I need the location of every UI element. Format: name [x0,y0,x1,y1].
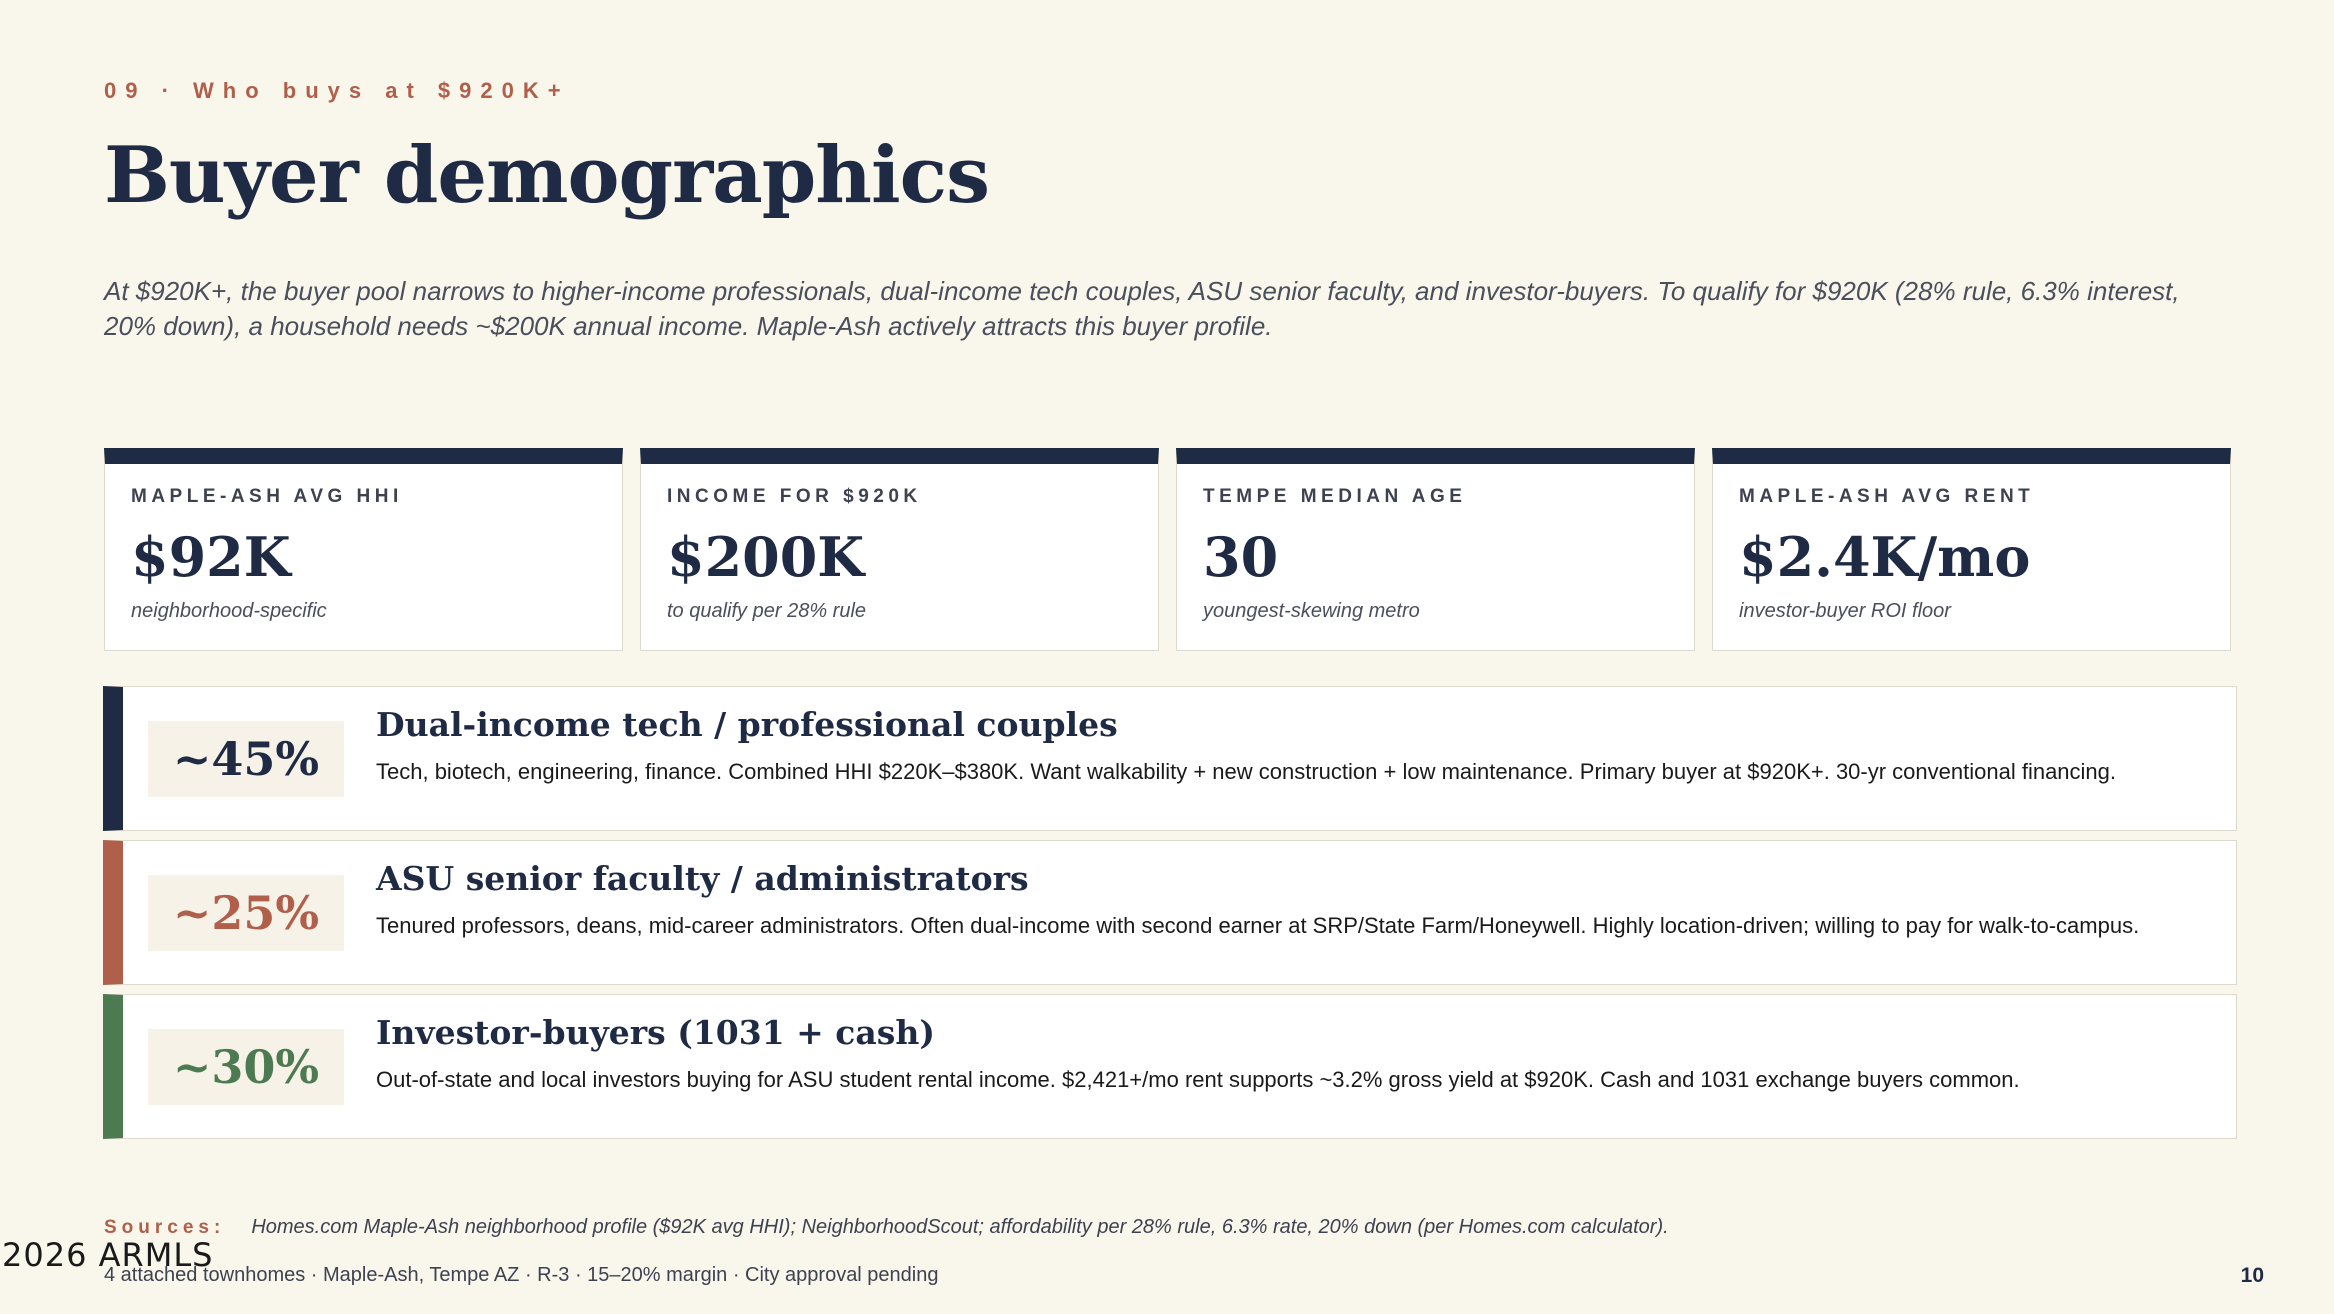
stat-card-median-age [1176,448,1695,651]
segment-description: Tech, biotech, engineering, finance. Combined HHI $220K–$380K. Want walkability + new construction + low maintenance. Primary buyer at $920K+. 30-yr conventional financing. [376,759,2117,784]
section-eyebrow: 09 · Who buys at $920K+ [104,78,570,103]
stat-value: $92K [131,525,291,589]
stat-card-avg-rent [1712,448,2231,651]
segment-title: Investor-buyers (1031 + cash) [376,1013,935,1052]
lead-paragraph: At $920K+, the buyer pool narrows to higher-income professionals, dual-income tech couples, ASU senior faculty, and investor-buyers. To qualify for $920K (28% rule, 6.3% interest, 20% down), a household needs ~$200K annual income. Maple-Ash actively attracts this buyer profile. [104,276,2180,341]
segment-percent: ~30% [148,1029,344,1105]
stat-card-income-required [640,448,1159,651]
segment-body [376,859,2196,941]
stat-label: MAPLE-ASH AVG HHI [131,486,403,507]
segment-percent: ~25% [148,875,344,951]
segment-description: Tenured professors, deans, mid-career administrators. Often dual-income with second earner at SRP/State Farm/Honeywell. Highly location-driven; willing to pay for walk-to-campus. [376,913,2140,938]
stat-note: to qualify per 28% rule [667,600,867,622]
watermark: 2026 ARMLS [2,1236,214,1274]
segment-title: Dual-income tech / professional couples [376,705,1118,744]
stat-card-avg-hhi [104,448,623,651]
sources-label: Sources: [104,1217,226,1238]
stat-value: $200K [667,525,865,589]
stat-note: youngest-skewing metro [1203,600,1420,622]
segment-dual-income [103,686,2237,831]
segment-body [376,1013,2196,1095]
stat-label: INCOME FOR $920K [667,486,922,507]
segment-title: ASU senior faculty / administrators [376,859,1029,898]
segment-description: Out-of-state and local investors buying for ASU student rental income. $2,421+/mo rent supports ~3.2% gross yield at $920K. Cash and 1031 exchange buyers common. [376,1067,2020,1092]
stat-value: $2.4K/mo [1739,525,2031,589]
sources-line [104,1216,2224,1239]
page-number: 10 [2240,1264,2264,1287]
stat-label: MAPLE-ASH AVG RENT [1739,486,2035,507]
stat-note: investor-buyer ROI floor [1739,600,1951,622]
stat-value: 30 [1203,525,1279,589]
segment-body [376,705,2196,787]
buyer-segments [103,686,2237,1148]
sources-text: Homes.com Maple-Ash neighborhood profile ($92K avg HHI); NeighborhoodScout; affordability per 28% rule, 6.3% rate, 20% down (per Homes.com calculator). [251,1216,1669,1238]
segment-asu-faculty [103,840,2237,985]
footer-summary: 4 attached townhomes · Maple-Ash, Tempe AZ · R-3 · 15–20% margin · City approval pending [104,1264,939,1286]
stat-note: neighborhood-specific [131,600,327,622]
stat-label: TEMPE MEDIAN AGE [1203,486,1467,507]
segment-investor-buyers [103,994,2237,1139]
segment-percent: ~45% [148,721,344,797]
stat-cards [104,448,2231,651]
page-title: Buyer demographics [104,130,990,221]
